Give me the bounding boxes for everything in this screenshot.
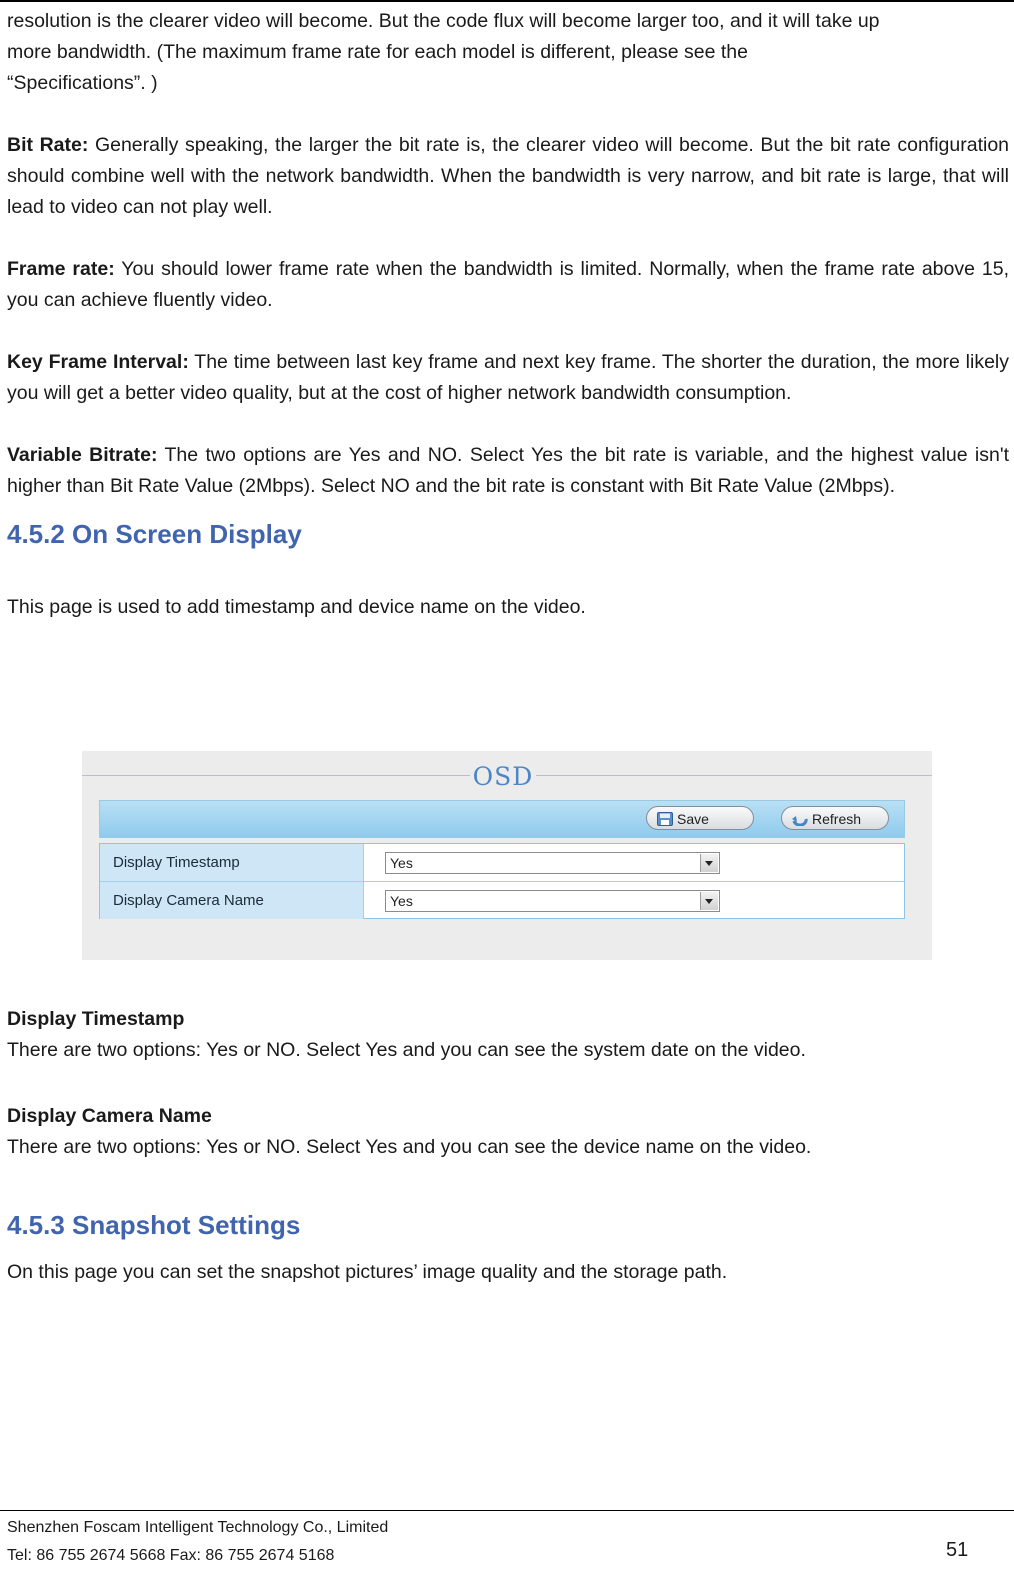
display-timestamp-select[interactable] <box>385 852 720 874</box>
page-content <box>7 6 1009 623</box>
definition-frame-rate <box>7 254 1009 316</box>
footer-rule <box>0 1510 1014 1511</box>
intro-line-1: resolution is the clearer video will become. But the code flux will become larger too, and it will take up <box>7 10 880 32</box>
definition-text: Generally speaking, the larger the bit rate is, the clearer video will become. But the bit rate configuration should combine well with the network bandwidth. When the bandwidth is very narrow, and bit rate is large, that will lead to video can not play well. <box>7 134 1010 218</box>
intro-line-2: more bandwidth. (The maximum frame rate for each model is different, please see the <box>7 41 748 63</box>
definition-term: Variable Bitrate: <box>7 444 158 466</box>
note-text-display-camera-name: There are two options: Yes or NO. Select Yes and you can see the device name on the video. <box>7 1136 812 1158</box>
footer-contact: Tel: 86 755 2674 5668 Fax: 86 755 2674 5168 <box>7 1547 335 1564</box>
osd-settings-table <box>99 843 905 919</box>
note-text-display-timestamp: There are two options: Yes or NO. Select Yes and you can see the system date on the video. <box>7 1039 806 1061</box>
section-heading-osd: 4.5.2 On Screen Display <box>7 519 302 549</box>
section-intro-snapshot: On this page you can set the snapshot pictures’ image quality and the storage path. <box>7 1261 728 1283</box>
chevron-down-icon[interactable] <box>700 892 718 910</box>
osd-panel-title: OSD <box>470 763 536 791</box>
definition-text: The two options are Yes and NO. Select Yes the bit rate is variable, and the highest value isn't higher than Bit Rate Value (2Mbps). Select NO and the bit rate is constant with Bit Rate Value (2Mbps). <box>7 444 1009 497</box>
refresh-arrow-icon <box>792 812 808 826</box>
osd-settings-panel <box>82 751 932 960</box>
osd-row-display-camera-name <box>100 882 904 919</box>
osd-notes <box>7 1004 1009 1288</box>
definition-key-frame-interval <box>7 347 1009 409</box>
note-title: Display Camera Name <box>7 1105 212 1127</box>
note-title-display-timestamp <box>7 1004 1009 1035</box>
save-button[interactable] <box>646 806 754 830</box>
display-camera-name-select[interactable] <box>385 890 720 912</box>
section-intro-osd: This page is used to add timestamp and device name on the video. <box>7 596 586 618</box>
definition-text: You should lower frame rate when the bandwidth is limited. Normally, when the frame rate above 15, you can achieve fluently video. <box>7 258 1009 311</box>
display-timestamp-label: Display Timestamp <box>100 844 364 881</box>
note-title-display-camera-name <box>7 1101 1009 1132</box>
intro-line-3: “Specifications”. ) <box>7 72 158 94</box>
display-camera-name-value: Yes <box>390 893 413 909</box>
refresh-button[interactable] <box>781 806 889 830</box>
definition-term: Bit Rate: <box>7 134 89 156</box>
display-timestamp-value: Yes <box>390 855 413 871</box>
definition-text: The time between last key frame and next key frame. The shorter the duration, the more likely you will get a better video quality, but at the cost of higher network bandwidth consumption. <box>7 351 1009 404</box>
osd-row-display-timestamp <box>100 844 904 882</box>
display-camera-name-label: Display Camera Name <box>100 882 364 919</box>
top-rule <box>0 0 1014 2</box>
note-title: Display Timestamp <box>7 1008 185 1030</box>
definition-bit-rate <box>7 130 1009 223</box>
section-heading-snapshot: 4.5.3 Snapshot Settings <box>7 1210 301 1240</box>
floppy-disk-icon <box>657 812 673 826</box>
chevron-down-icon[interactable] <box>700 854 718 872</box>
definition-term: Frame rate: <box>7 258 115 280</box>
page-number: 51 <box>946 1539 969 1561</box>
save-button-label: Save <box>677 811 709 827</box>
osd-toolbar <box>99 800 905 838</box>
refresh-button-label: Refresh <box>812 811 862 827</box>
footer-company: Shenzhen Foscam Intelligent Technology Co., Limited <box>7 1519 389 1536</box>
definition-term: Key Frame Interval: <box>7 351 189 373</box>
definition-variable-bitrate <box>7 440 1009 502</box>
